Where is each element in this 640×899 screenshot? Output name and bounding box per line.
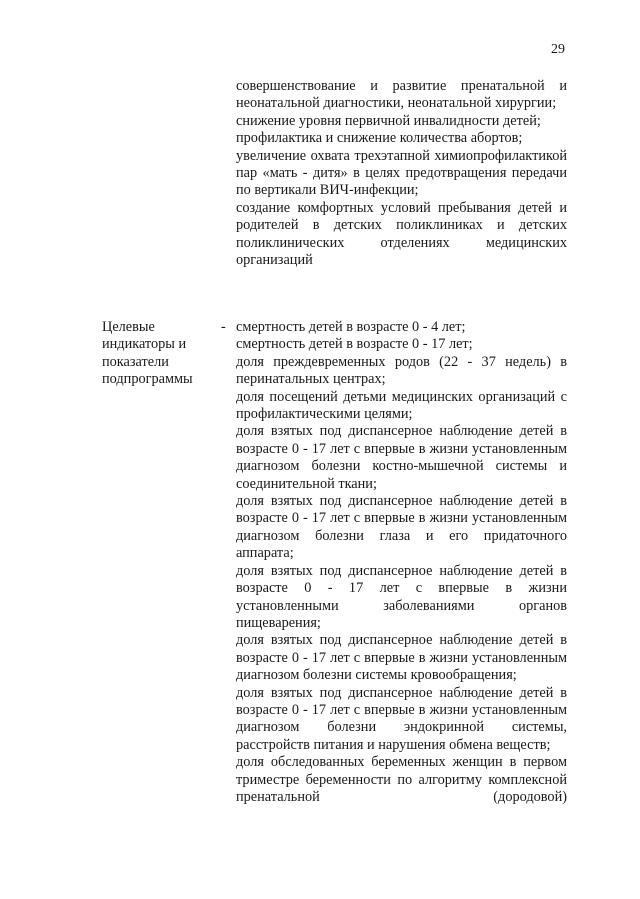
- indicator-item: доля взятых под диспансерное наблюдение детей в возрасте 0 - 17 лет с впервые в жизни установленным диагнозом болезни костно-мышечной системы и соединительной ткани;: [236, 423, 567, 492]
- indicator-item: доля обследованных беременных женщин в первом триместре беременности по алгоритму комплексной пренатальной (дородовой): [236, 754, 567, 805]
- label-line: Целевые: [102, 319, 155, 335]
- indicator-item: доля взятых под диспансерное наблюдение детей в возрасте 0 - 17 лет с впервые в жизни установленными заболеваниями органов пищеварения;: [236, 562, 567, 631]
- tasks-continuation: [236, 78, 567, 269]
- task-item: совершенствование и развитие пренатальной и неонатальной диагностики, неонатальной хирургии;: [236, 78, 567, 112]
- indicator-item: доля взятых под диспансерное наблюдение детей в возрасте 0 - 17 лет с впервые в жизни установленным диагнозом болезни глаза и его придаточного аппарата;: [236, 493, 567, 562]
- indicators-label: [102, 319, 212, 389]
- task-item: увеличение охвата трехэтапной химиопрофилактикой пар «мать - дитя» в целях предотвращения передачи по вертикали ВИЧ-инфекции;: [236, 147, 567, 199]
- indicator-item: доля преждевременных родов (22 - 37 недель) в перинатальных центрах;: [236, 353, 567, 388]
- task-item: создание комфортных условий пребывания детей и родителей в детских поликлиниках и детских поликлинических отделениях медицинских организаций: [236, 199, 567, 269]
- indicators-list: [236, 319, 567, 806]
- indicator-item: доля взятых под диспансерное наблюдение детей в возрасте 0 - 17 лет с впервые в жизни установленным диагнозом болезни эндокринной системы, расстройств питания и нарушения обмена веществ;: [236, 684, 567, 753]
- label-line: подпрограммы: [102, 371, 193, 388]
- indicator-item: смертность детей в возрасте 0 - 4 лет;: [236, 319, 466, 335]
- indicator-item: доля посещений детьми медицинских организаций с профилактическими целями;: [236, 388, 567, 423]
- label-line: показатели: [102, 353, 169, 370]
- indicator-item: смертность детей в возрасте 0 - 17 лет;: [236, 336, 473, 353]
- indicator-item: доля взятых под диспансерное наблюдение детей в возрасте 0 - 17 лет с впервые в жизни установленным диагнозом болезни системы кровообращения;: [236, 632, 567, 684]
- separator-dash: -: [221, 319, 226, 335]
- task-item: профилактика и снижение количества абортов;: [236, 130, 523, 147]
- label-line: индикаторы и: [102, 336, 187, 353]
- page-number: 29: [551, 42, 565, 57]
- task-item: снижение уровня первичной инвалидности детей;: [236, 112, 541, 129]
